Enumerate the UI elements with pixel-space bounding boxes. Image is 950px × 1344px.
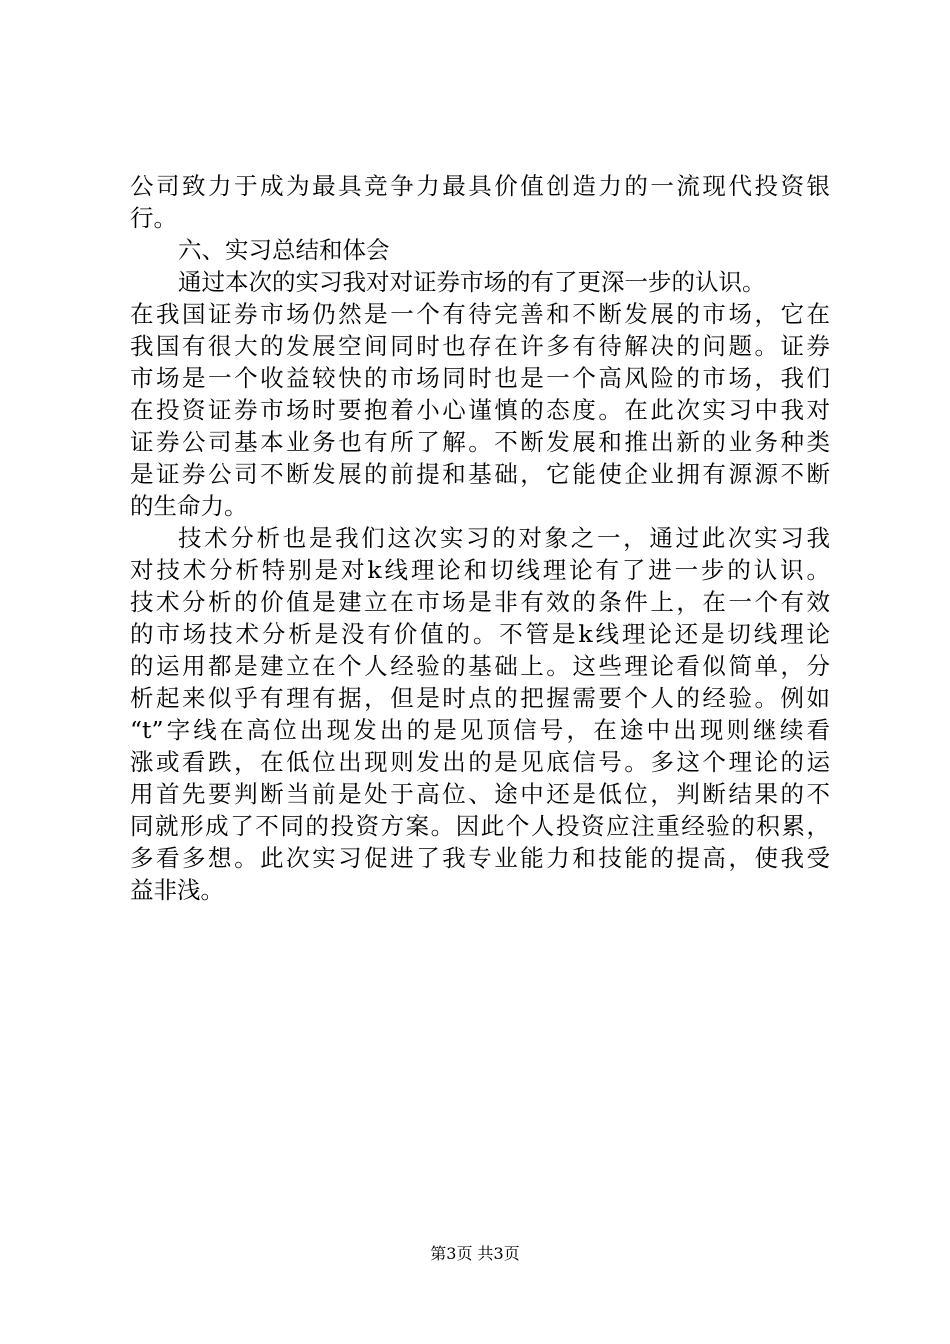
text-line: 在我国证券市场仍然是一个有待完善和不断发展的市场，它在 xyxy=(130,300,830,328)
section-heading xyxy=(130,234,830,266)
text-line: 公司致力于成为最具竞争力最具价值创造力的一流现代投资银 xyxy=(130,172,830,200)
text-line: 行。 xyxy=(130,204,177,232)
text-line: 技术分析的价值是建立在市场是非有效的条件上，在一个有效 xyxy=(130,588,830,616)
text-line: 通过本次的实习我对对证券市场的有了更深一步的认识。 xyxy=(178,268,766,296)
text-line: 对技术分析特别是对k线理论和切线理论有了进一步的认识。 xyxy=(130,556,830,584)
text-line: 的市场技术分析是没有价值的。不管是k线理论还是切线理论 xyxy=(130,620,830,648)
text-line: 证券公司基本业务也有所了解。不断发展和推出新的业务种类 xyxy=(130,428,830,456)
text-line: 的运用都是建立在个人经验的基础上。这些理论看似简单，分 xyxy=(130,652,830,680)
text-line: 市场是一个收益较快的市场同时也是一个高风险的市场，我们 xyxy=(130,364,830,392)
text-line: 的生命力。 xyxy=(130,492,248,520)
text-line: 用首先要判断当前是处于高位、途中还是低位，判断结果的不 xyxy=(130,780,830,808)
page-footer: 第3页 共3页 xyxy=(430,1244,520,1263)
document-body xyxy=(130,170,830,906)
paragraph-technical-analysis xyxy=(130,522,830,906)
paragraph-market-understanding xyxy=(130,266,830,522)
text-line: 我国有很大的发展空间同时也存在许多有待解决的问题。证券 xyxy=(130,332,830,360)
text-line: 技术分析也是我们这次实习的对象之一，通过此次实习我 xyxy=(178,524,830,552)
heading-text: 六、实习总结和体会 xyxy=(178,236,390,264)
paragraph-company-goal xyxy=(130,170,830,234)
text-line: 益非浅。 xyxy=(130,876,224,904)
text-line: “t”字线在高位出现发出的是见顶信号，在途中出现则继续看 xyxy=(130,716,830,744)
text-line: 是证券公司不断发展的前提和基础，它能使企业拥有源源不断 xyxy=(130,460,830,488)
text-line: 在投资证券市场时要抱着小心谨慎的态度。在此次实习中我对 xyxy=(130,396,830,424)
text-line: 多看多想。此次实习促进了我专业能力和技能的提高，使我受 xyxy=(130,844,830,872)
text-line: 析起来似乎有理有据，但是时点的把握需要个人的经验。例如 xyxy=(130,684,830,712)
text-line: 涨或看跌，在低位出现则发出的是见底信号。多这个理论的运 xyxy=(130,748,830,776)
text-line: 同就形成了不同的投资方案。因此个人投资应注重经验的积累， xyxy=(130,812,830,840)
